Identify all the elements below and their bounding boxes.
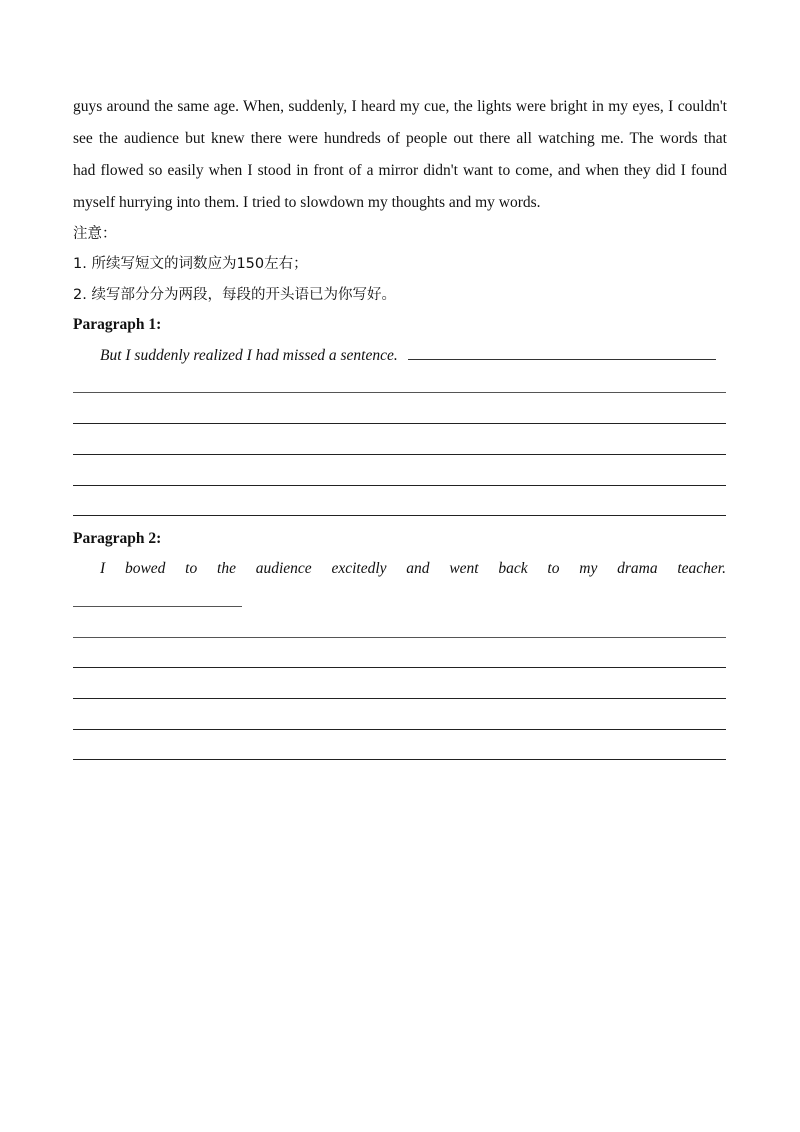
paragraph-1-writing-line-4[interactable] [73,485,726,486]
paragraph-2-first-blank[interactable] [73,606,242,607]
paragraph-2-writing-line-1[interactable] [73,637,726,638]
passage-line-3: had flowed so easily when I stood in front of a mirror didn't want to come, and when they did I found [73,162,727,179]
paragraph-1-writing-line-2[interactable] [73,423,726,424]
paragraph-1-writing-line-3[interactable] [73,454,726,455]
paragraph-2-writing-line-4[interactable] [73,729,726,730]
paragraph-1-writing-line-1[interactable] [73,392,726,393]
note-item-2: 2. 续写部分分为两段，每段的开头语已为你写好。 [73,287,396,303]
paragraph-2-writing-line-3[interactable] [73,698,726,699]
note-item-1: 1. 所续写短文的词数应为150左右； [73,256,308,272]
paragraph-2-writing-line-5[interactable] [73,759,726,760]
paragraph-2-label: Paragraph 2: [73,530,162,547]
paragraph-1-first-blank[interactable] [408,345,716,360]
notes-heading: 注意： [73,226,117,242]
paragraph-1-label: Paragraph 1: [73,316,162,333]
passage-line-1: guys around the same age. When, suddenly, I heard my cue, the lights were bright in my eyes, I couldn't [73,98,727,115]
paragraph-2-writing-line-2[interactable] [73,667,726,668]
paragraph-1-opening-line [100,345,726,366]
paragraph-1-opening: But I suddenly realized I had missed a sentence. [100,347,398,364]
paragraph-2-opening: I bowed to the audience excitedly and went back to my drama teacher. [100,560,726,577]
paragraph-1-writing-line-5[interactable] [73,515,726,516]
passage-line-2: see the audience but knew there were hundreds of people out there all watching me. The words that [73,130,727,147]
passage-line-4: myself hurrying into them. I tried to slowdown my thoughts and my words. [73,194,541,211]
